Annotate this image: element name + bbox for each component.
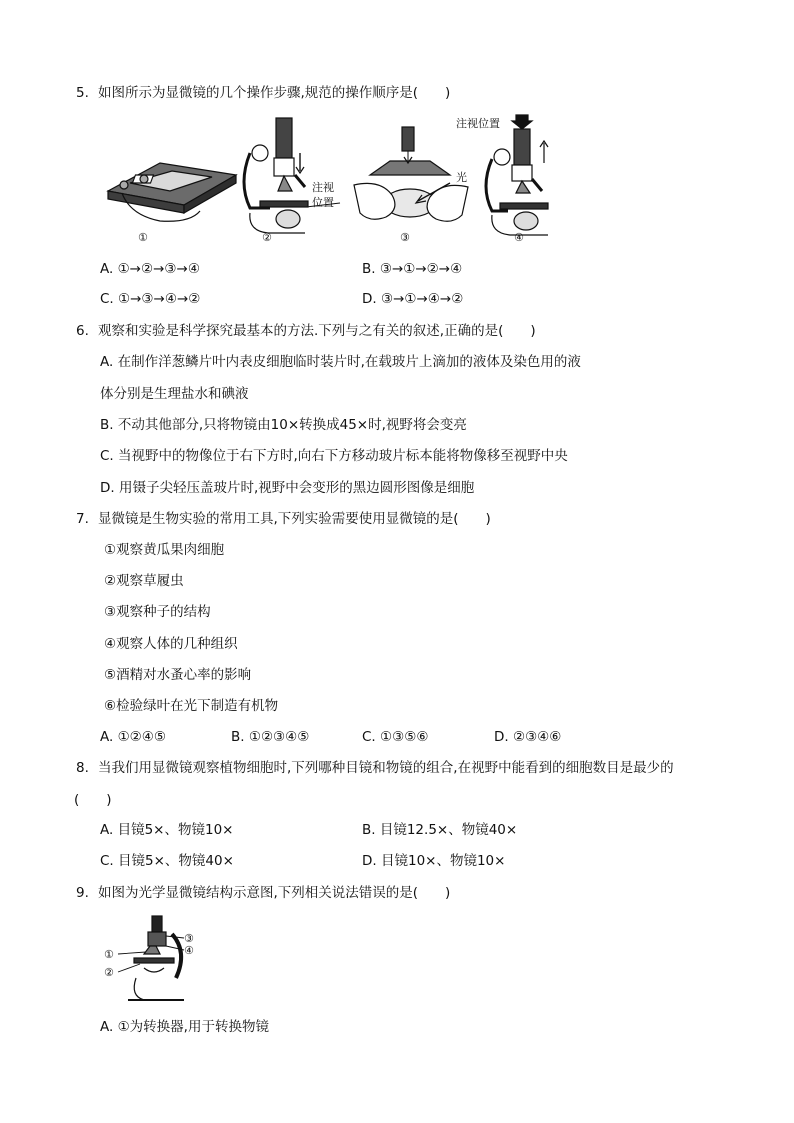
option-d: D. ②③④⑥ — [494, 729, 562, 745]
list-item: ⑤酒精对水蚤心率的影响 — [104, 667, 252, 683]
question-stem: 如图为光学显微镜结构示意图,下列相关说法错误的是( ) — [98, 885, 451, 901]
figure-label-3: ③ — [184, 932, 194, 945]
figure-label-1: ① — [104, 948, 114, 961]
zhushi-weizhi-top-label: 注视位置 — [456, 117, 500, 130]
option-a: A. ①②④⑤ — [100, 729, 166, 745]
zhushi-label: 注视 — [312, 181, 334, 194]
figure-label-2: ② — [104, 966, 114, 979]
question-number: 8. — [76, 760, 89, 776]
figure-label-4: ④ — [514, 231, 524, 244]
question-number: 7. — [76, 511, 89, 527]
question-number: 5. — [76, 85, 89, 101]
option-c: C. 当视野中的物像位于右下方时,向右下方移动玻片标本能将物像移至视野中央 — [100, 448, 568, 464]
question-stem: 显微镜是生物实验的常用工具,下列实验需要使用显微镜的是( ) — [98, 511, 491, 527]
microscope-steps-figure — [100, 113, 560, 248]
list-item: ②观察草履虫 — [104, 573, 184, 589]
question-stem: 当我们用显微镜观察植物细胞时,下列哪种目镜和物镜的组合,在视野中能看到的细胞数目是最少的 — [98, 760, 674, 776]
list-item: ①观察黄瓜果肉细胞 — [104, 542, 225, 558]
option-b: B. 不动其他部分,只将物镜由10×转换成45×时,视野将会变亮 — [100, 417, 467, 433]
option-d: D. 目镜10×、物镜10× — [362, 853, 506, 869]
option-c: C. 目镜5×、物镜40× — [100, 853, 234, 869]
microscope-structure-figure — [100, 912, 210, 1012]
microscope-side-view — [244, 118, 308, 233]
option-b: B. ③→①→②→④ — [362, 261, 463, 277]
question-number: 6. — [76, 323, 89, 339]
option-a: A. 在制作洋葱鳞片叶内表皮细胞临时装片时,在载玻片上滴加的液体及染色用的液 — [100, 354, 581, 370]
answer-bracket: ( ) — [74, 792, 112, 808]
question-stem: 如图所示为显微镜的几个操作步骤,规范的操作顺序是( ) — [98, 85, 451, 101]
option-c: C. ①③⑤⑥ — [362, 729, 429, 745]
option-d: D. ③→①→④→② — [362, 291, 464, 307]
list-item: ③观察种子的结构 — [104, 604, 211, 620]
option-c: C. ①→③→④→② — [100, 291, 201, 307]
option-d: D. 用镊子尖轻压盖玻片时,视野中会变形的黑边圆形图像是细胞 — [100, 480, 475, 496]
guang-label: 光 — [456, 171, 467, 184]
option-a: A. ①→②→③→④ — [100, 261, 200, 277]
option-a: A. 目镜5×、物镜10× — [100, 822, 234, 838]
figure-label-3: ③ — [400, 231, 410, 244]
figure-label-1: ① — [138, 231, 148, 244]
question-stem: 观察和实验是科学探究最基本的方法.下列与之有关的叙述,正确的是( ) — [98, 323, 536, 339]
hands-mirror-illustration — [354, 127, 468, 221]
list-item: ④观察人体的几种组织 — [104, 636, 238, 652]
option-b: B. ①②③④⑤ — [231, 729, 310, 745]
figure-label-4: ④ — [184, 944, 194, 957]
option-a-continued: 体分别是生理盐水和碘液 — [100, 386, 249, 402]
figure-label-2: ② — [262, 231, 272, 244]
weizhi-label: 位置 — [312, 196, 334, 209]
question-number: 9. — [76, 885, 89, 901]
stage-illustration — [108, 163, 236, 221]
option-b: B. 目镜12.5×、物镜40× — [362, 822, 518, 838]
list-item: ⑥检验绿叶在光下制造有机物 — [104, 698, 279, 714]
microscope-raise-view — [486, 115, 548, 235]
option-a: A. ①为转换器,用于转换物镜 — [100, 1019, 269, 1035]
